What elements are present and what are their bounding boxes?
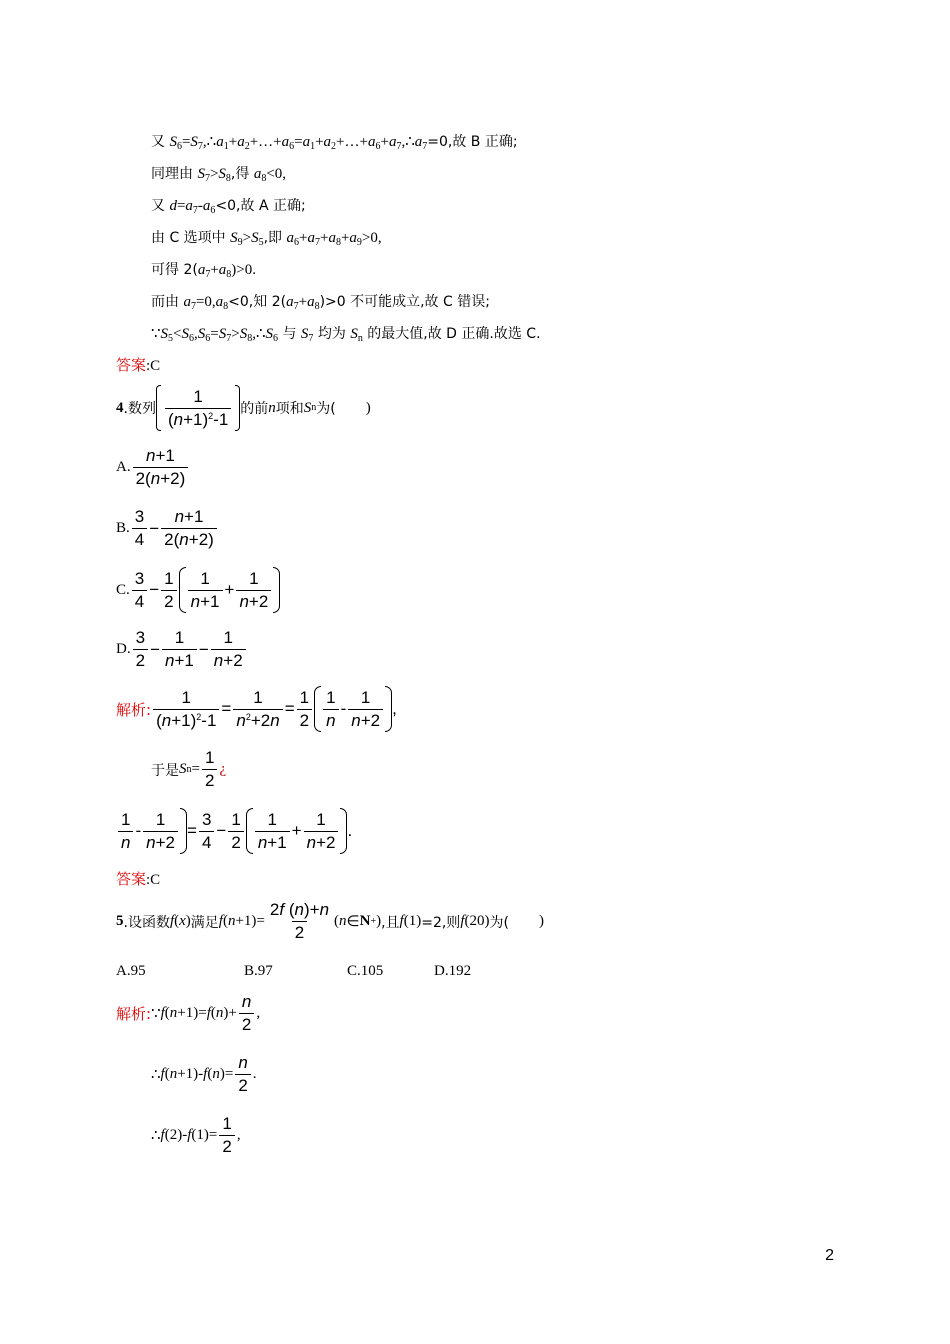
question-5: 5 .设函数 f ( x ) 满足 f ( n +1) = $\frac{2f (n)+n}{2}$ ( n ∈ N + ) ,且 f (1) =2,则 f (20) 为( ) bbox=[116, 900, 544, 942]
analysis-5-line-1: 解析: ∵ f ( n +1)= f ( n )+ $\frac{n}{2}$ , bbox=[116, 992, 261, 1034]
solution-line-4: 由 C 选项中 $S_9>S_5$,即 $a_6+a_7+a_8+a_9>0$, bbox=[151, 230, 382, 248]
answer-4: 答案:C bbox=[116, 870, 161, 888]
solution-line-6: 而由 $a_7=0,a_8<0$,知 $2(a_7+a_8)>0$ 不可能成立,故 C 错误; bbox=[151, 294, 490, 312]
solution-line-2: 同理由 $S_7>S_8$,得 $a_8<0$, bbox=[151, 166, 287, 184]
solution-line-1: 又 $S_6=S_7,\therefore a_1+a_2+\dots+a_6=a_1+a_2+\dots+a_6+a_7,\therefore a_7=0$,故 B 正确; bbox=[151, 134, 518, 152]
option-a: A. $\frac{n+1}{2(n+2)}$ bbox=[116, 446, 190, 489]
analysis-5-line-3: ∴ f (2)- f (1)= $\frac{1}{2}$ , bbox=[151, 1114, 241, 1156]
analysis-5-line-2: ∴ f ( n +1)- f ( n )= $\frac{n}{2}$ . bbox=[151, 1053, 257, 1095]
option-5c: C.105 bbox=[347, 963, 384, 979]
solution-line-3: 又 $d=a_7-a_6<0$,故 A 正确; bbox=[151, 198, 306, 216]
analysis-4-line-2: 于是 S n = $\frac{1}{2}$ ¿ bbox=[151, 748, 227, 790]
option-5b: B.97 bbox=[244, 963, 273, 979]
answer-3: 答案:C bbox=[116, 356, 161, 374]
option-d: D. $\frac{3}{2}$ − $\frac{1}{n+1}$ − $\frac{1}{n+2}$ bbox=[116, 628, 248, 671]
page-number: 2 bbox=[825, 1247, 834, 1264]
option-5d: D.192 bbox=[434, 963, 472, 979]
question-4: 4 .数列 $\frac{1}{(n+1)^2-1}$ 的前 n 项和 S n 为( ) bbox=[116, 385, 371, 431]
option-c: C. $\frac{3}{4}$ − $\frac{1}{2}$ $\frac{1}{n+1}$ + $\frac{1}{n+2}$ bbox=[116, 567, 280, 613]
option-b: B. $\frac{3}{4}$ − $\frac{n+1}{2(n+2)}$ bbox=[116, 507, 219, 550]
solution-line-5: 可得 $2(a_7+a_8)>0$. bbox=[151, 262, 257, 280]
option-5a: A.95 bbox=[116, 963, 146, 979]
analysis-4-line-3: $\frac{1}{n}$ - $\frac{1}{n+2}$ = $\frac{3}{4}$ − $\frac{1}{2}$ $\frac{1}{n+1}$ + $\frac{1}{n+2}$ . bbox=[116, 808, 352, 854]
solution-line-7: $\because S_5<S_6,S_6=S_7>S_8,\therefore S_6$ 与 $S_7$ 均为 $S_n$ 的最大值,故 D 正确.故选 C. bbox=[151, 326, 541, 344]
analysis-4-line-1: 解析: $\frac{1}{(n+1)^2-1}$ = $\frac{1}{n^2+2n}$ = $\frac{1}{2}$ $\frac{1}{n}$ - $\frac{1}{n+2}$ , bbox=[116, 686, 397, 732]
